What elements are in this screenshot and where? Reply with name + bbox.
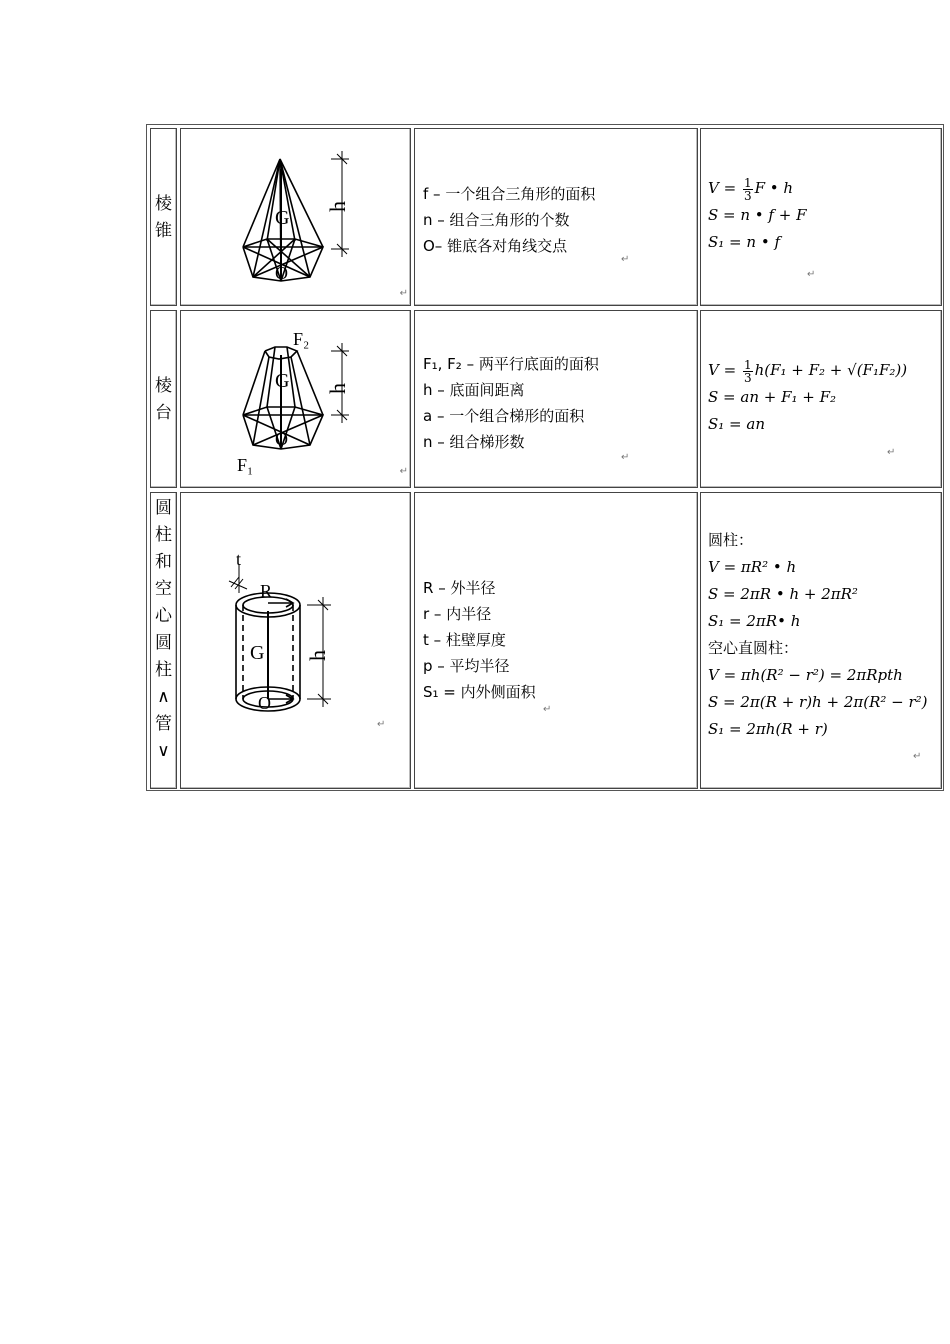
definition-line: t – 柱壁厚度: [423, 631, 506, 649]
definition-line: f – 一个组合三角形的面积: [423, 185, 596, 203]
paragraph-mark: ↵: [621, 452, 630, 463]
definition-line: O– 锥底各对角线交点: [423, 237, 568, 255]
geometry-formula-table: [146, 124, 944, 791]
formula-line: V = $\frac{1}{3}$ h(F₁ + F₂ + √(F₁F₂)): [708, 357, 908, 385]
definition-line: n – 组合梯形数: [423, 433, 525, 451]
label-thickness: t: [236, 549, 242, 569]
label-height: h: [305, 650, 330, 661]
label-bottom-area: F₁: [237, 455, 254, 475]
label-origin: O: [258, 693, 271, 713]
cylinder-definitions: [414, 492, 698, 789]
formula-heading: 圆柱：: [708, 531, 754, 549]
cylinder-figure: [181, 493, 410, 788]
definition-line: p – 平均半径: [423, 657, 510, 675]
formula-line: S₁ = 2πR• h: [708, 612, 801, 630]
paragraph-mark: ↵: [543, 704, 552, 715]
frustum-figure: [181, 311, 410, 487]
fraction: $\frac{1}{3}$: [743, 357, 752, 385]
paragraph-mark: ↵: [913, 751, 922, 762]
formula-line: V = πh(R² − r²) = 2πRpth: [708, 666, 903, 684]
paragraph-mark: ↵: [887, 447, 896, 458]
definition-line: n – 组合三角形的个数: [423, 211, 570, 229]
definition-line: r – 内半径: [423, 605, 492, 623]
paragraph-mark: ↵: [399, 466, 408, 477]
row-name-frustum: 棱 台: [150, 310, 177, 488]
row-name-cylinder: 圆 柱 和 空 心 圆 柱 ∧ 管 ∨: [150, 492, 177, 789]
formula-line: S₁ = an: [708, 415, 765, 433]
paragraph-mark: ↵: [377, 719, 386, 730]
definition-line: h – 底面间距离: [423, 381, 525, 399]
formula-line: S = 2π(R + r)h + 2π(R² − r²): [708, 693, 928, 711]
cylinder-formulas: [700, 492, 942, 789]
definition-line: S₁ = 内外侧面积: [423, 683, 536, 701]
definition-line: a – 一个组合梯形的面积: [423, 407, 585, 425]
formula-line: V = $\frac{1}{3}$ F • h: [708, 175, 794, 203]
label-centroid: G: [275, 207, 290, 229]
definition-line: R – 外半径: [423, 579, 496, 597]
frustum-definitions: [414, 310, 698, 488]
formula-line: S = n • f + F: [708, 206, 807, 224]
formula-heading: 空心直圆柱：: [708, 639, 799, 657]
label-centroid: G: [250, 642, 265, 664]
pyramid-definitions: [414, 128, 698, 306]
formula-line: S₁ = 2πh(R + r): [708, 720, 828, 738]
paragraph-mark: ↵: [621, 254, 630, 265]
frustum-formulas: [700, 310, 942, 488]
row-name-pyramid: 棱 锥: [150, 128, 177, 306]
label-origin: O: [275, 263, 288, 283]
fraction: $\frac{1}{3}$: [743, 175, 752, 203]
label-origin: O: [275, 429, 288, 449]
formula-line: S = an + F₁ + F₂: [708, 388, 837, 406]
paragraph-mark: ↵: [399, 288, 408, 299]
formula-line: S = 2πR • h + 2πR²: [708, 585, 858, 603]
label-height: h: [325, 201, 350, 212]
frustum-figure-cell: [180, 310, 411, 488]
cylinder-figure-cell: [180, 492, 411, 789]
paragraph-mark: ↵: [807, 269, 816, 280]
definition-line: F₁, F₂ – 两平行底面的面积: [423, 355, 599, 373]
formula-line: V = πR² • h: [708, 558, 797, 576]
label-height: h: [325, 383, 350, 394]
formula-line: S₁ = n • f: [708, 233, 780, 251]
pyramid-formulas: [700, 128, 942, 306]
label-radius: R: [260, 581, 273, 601]
label-centroid: G: [275, 370, 290, 392]
pyramid-figure-cell: [180, 128, 411, 306]
label-top-area: F₂: [293, 329, 310, 349]
pyramid-figure: [181, 129, 410, 305]
